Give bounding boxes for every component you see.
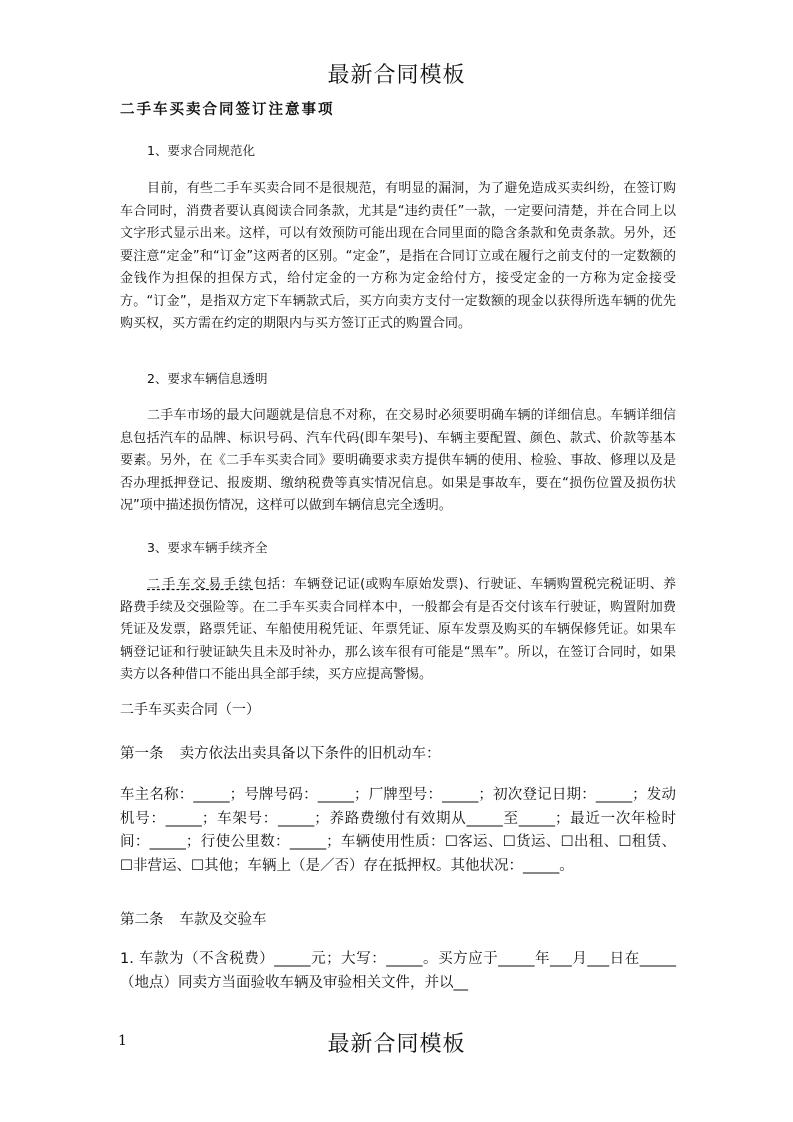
section-body-1: 目前，有些二手车买卖合同不是很规范，有明显的漏洞，为了避免造成买卖纠纷，在签订购车合同时，消费者要认真阅读合同条款，尤其是“违约责任”一款，一定要问清楚，并在合同上以文字形式显示出来。这样，可以有效预防可能出现在合同里面的隐含条款和免责条款。另外，还要注意“定金”和“订金”这两者的区别。“定金”，是指在合同订立或在履行之前支付的一定数额的金钱作为担保的担保方式，给付定金的一方称为定金给付方，接受定金的一方称为定金接受方。“订金”，是指双方定下车辆款式后，买方向卖方支付一定数额的现金以获得所选车辆的优先购买权，买方需在约定的期限内与买方签订正式的购置合同。 [120,181,676,331]
section-title-1: 1、要求合同规范化 [147,143,255,158]
article-2-label: 第二条 [120,912,164,928]
contract-title: 二手车买卖合同（一） [120,702,260,718]
page-footer-title: 最新合同模板 [327,1032,466,1057]
section-lead-3: 二手车交易手续 [147,577,254,592]
article-2-heading [120,908,267,929]
article-1-body: 车主名称：_____；号牌号码：_____；厂牌型号：_____；初次登记日期：_____；发动机号：_____；车架号：_____；养路费缴付有效期从_____至_____；最近一次年检时间：_____；行使公里数：_____；车辆使用性质：☐客运、☐货运、☐出租、☐租赁、☐非营运、☐其他；车辆上（是／否）存在抵押权。其他状况：_____。 [120,787,676,874]
page-number: 1 [118,1033,127,1049]
section-body-2: 二手车市场的最大问题就是信息不对称，在交易时必须要明确车辆的详细信息。车辆详细信息包括汽车的品牌、标识号码、汽车代码(即车架号)、车辆主要配置、颜色、款式、价款等基本要素。另外，在《二手车买卖合同》要明确要求卖方提供车辆的使用、检验、事故、修理以及是否办理抵押登记、报废期、缴纳税费等真实情况信息。如果是事故车，要在“损伤位置及损伤状况”项中描述损伤情况，这样可以做到车辆信息完全透明。 [120,408,676,513]
section-title-3: 3、要求车辆手续齐全 [147,540,268,555]
section-body-3 [120,574,676,687]
document-heading: 二手车买卖合同签订注意事项 [120,102,335,118]
article-2-body: 1. 车款为（不含税费）_____元；大写：_____。买方应于_____年___月___日在_____（地点）同卖方当面验收车辆及审验相关文件，并以__ [120,951,676,991]
section-title-2: 2、要求车辆信息透明 [147,371,268,386]
article-1-heading [120,742,441,763]
article-2-text: 车款及交验车 [179,912,267,928]
article-1-text: 卖方依法出卖具备以下条件的旧机动车： [179,746,441,762]
page-header-title: 最新合同模板 [327,63,466,88]
section-body-3-text: 包括：车辆登记证(或购车原始发票)、行驶证、车辆购置税完税证明、养路费手续及交强险等。在二手车买卖合同样本中，一般都会有是否交付该车行驶证，购置附加费凭证及发票，路票凭证、车船使用税凭证、年票凭证、原车发票及购买的车辆保修凭证。如果车辆登记证和行驶证缺失且未及时补办，那么该车很有可能是“黑车”。所以，在签订合同时，如果卖方以各种借口不能出具全部手续，买方应提高警惕。 [120,577,676,682]
article-1-label: 第一条 [120,746,164,762]
